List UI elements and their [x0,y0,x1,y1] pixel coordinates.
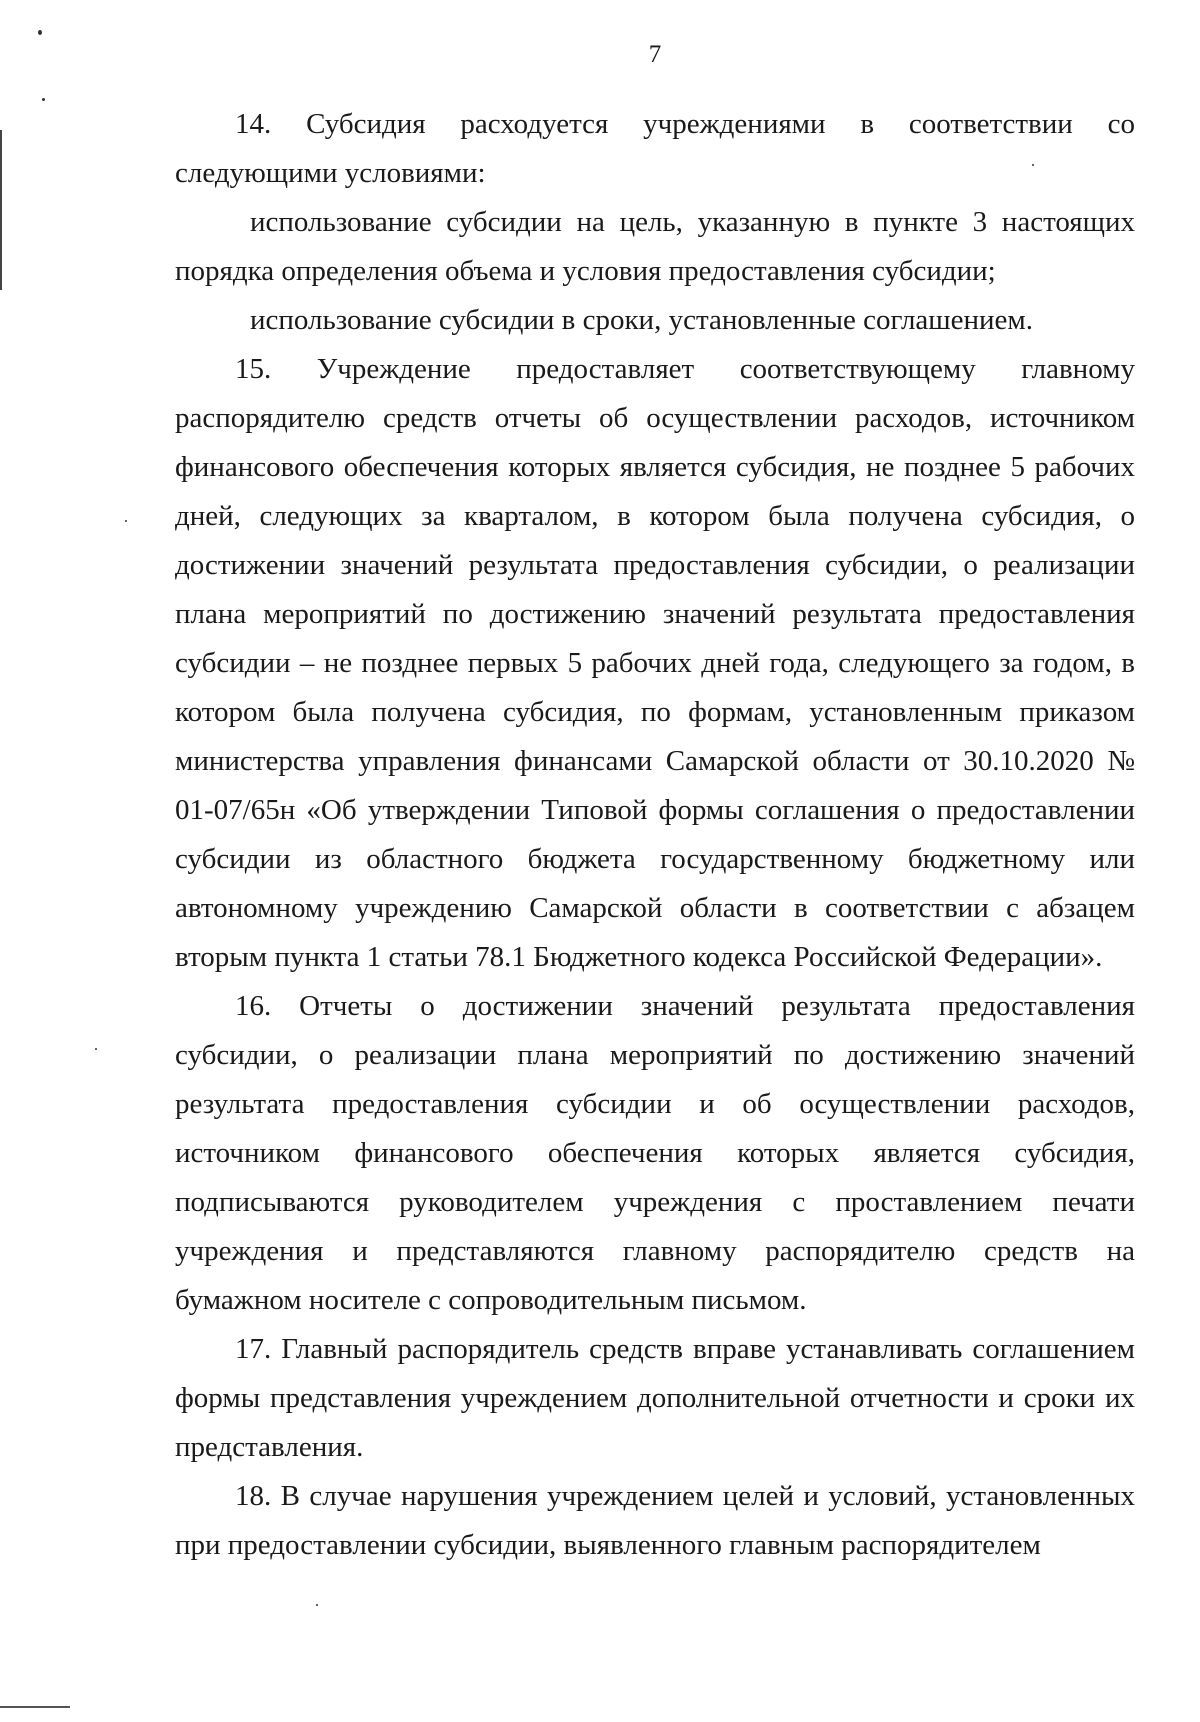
page-number: 7 [648,41,662,68]
paragraph-18: 18. В случае нарушения учреждением целей и условий, установленных при предоставлении субсидии, выявленного главным распорядителем [175,1480,1135,1561]
scan-speck [42,98,45,101]
paragraph-17: 17. Главный распорядитель средств вправе устанавливать соглашением формы представления учреждением дополнительной отчетности и сроки их представления. [175,1333,1135,1463]
scan-edge-line [0,1706,70,1708]
scan-speck [316,1604,318,1606]
scan-speck [95,1048,97,1050]
paragraph-15: 15. Учреждение предоставляет соответствующему главному распорядителю средств отчеты об осуществлении расходов, источником финансового обеспечения которых является субсидия, не позднее 5 рабочих дней, следующих за кварталом, в котором была получена субсидия, о достижении значений результата предоставления субсидии, о реализации плана мероприятий по достижению значений результата предоставления субсидии – не позднее первых 5 рабочих дней года, следующего за годом, в котором была получена субсидия, по формам, установленным приказом министерства управления финансами Самарской области от 30.10.2020 № 01-07/65н «Об утверждении Типовой формы соглашения о предоставлении субсидии из областного бюджета государственному бюджетному или автономному учреждению Самарской области в соответствии с абзацем вторым пункта 1 статьи 78.1 Бюджетного кодекса Российской Федерации». [175,353,1135,973]
condition-item-purpose: использование субсидии на цель, указанную в пункте 3 настоящих порядка определения объема и условия предоставления субсидии; [175,206,1135,287]
paragraph-16: 16. Отчеты о достижении значений результата предоставления субсидии, о реализации плана мероприятий по достижению значений результата предоставления субсидии и об осуществлении расходов, источником финансового обеспечения которых является субсидия, подписываются руководителем учреждения с проставлением печати учреждения и представляются главному распорядителю средств на бумажном носителе с сопроводительным письмом. [175,990,1135,1316]
scan-speck [125,520,127,522]
paragraph-14: 14. Субсидия расходуется учреждениями в соответствии со следующими условиями: [175,108,1135,189]
scan-speck [38,30,42,35]
scan-edge-line [0,130,2,290]
condition-item-terms: использование субсидии в сроки, установленные соглашением. [250,304,1034,336]
document-body [175,100,1135,1570]
